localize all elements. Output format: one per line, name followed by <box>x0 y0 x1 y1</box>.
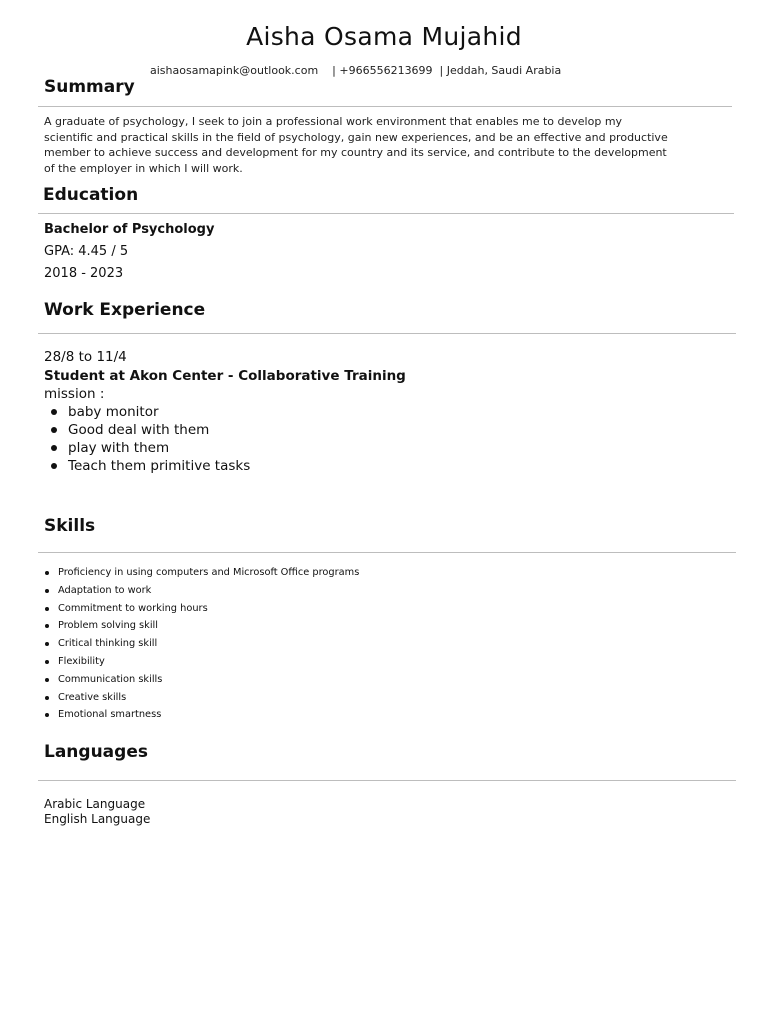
skills-divider <box>38 552 736 553</box>
list-item: Proficiency in using computers and Microsoft Office programs <box>44 564 359 582</box>
bullet-icon <box>45 660 49 664</box>
summary-line: of the employer in which I will work. <box>44 161 243 175</box>
list-item: Emotional smartness <box>44 706 359 724</box>
list-item: Critical thinking skill <box>44 635 359 653</box>
summary-text <box>44 114 704 176</box>
bullet-icon <box>45 713 49 717</box>
list-item: baby monitor <box>44 403 250 421</box>
bullet-icon <box>45 678 49 682</box>
gpa: GPA: 4.45 / 5 <box>44 244 129 259</box>
summary-divider <box>38 106 732 107</box>
list-item: Creative skills <box>44 689 359 707</box>
list-item: Problem solving skill <box>44 617 359 635</box>
work-divider <box>38 333 736 334</box>
summary-heading: Summary <box>44 77 135 97</box>
list-item: Teach them primitive tasks <box>44 457 250 475</box>
language-item: English Language <box>44 812 151 826</box>
bullet-icon <box>45 696 49 700</box>
list-item: Communication skills <box>44 671 359 689</box>
bullet-icon <box>45 571 49 575</box>
degree-title: Bachelor of Psychology <box>44 222 215 237</box>
list-item: Commitment to working hours <box>44 600 359 618</box>
work-dates: 28/8 to 11/4 <box>44 349 127 365</box>
task-list <box>44 403 250 475</box>
list-item: Good deal with them <box>44 421 250 439</box>
work-position: Student at Akon Center - Collaborative Training <box>44 368 406 384</box>
resume-name: Aisha Osama Mujahid <box>246 22 522 51</box>
education-years: 2018 - 2023 <box>44 266 124 281</box>
bullet-icon <box>45 624 49 628</box>
bullet-icon <box>51 445 57 451</box>
list-item: play with them <box>44 439 250 457</box>
work-heading: Work Experience <box>44 300 206 320</box>
language-item: Arabic Language <box>44 797 146 811</box>
languages-heading: Languages <box>44 742 148 762</box>
bullet-icon <box>51 427 57 433</box>
summary-line: A graduate of psychology, I seek to join a professional work environment that enables me to develop my <box>44 115 623 128</box>
skills-heading: Skills <box>44 516 96 536</box>
summary-line: member to achieve success and development for my country and its service, and contribute to the development <box>44 146 667 159</box>
skills-list <box>44 564 359 724</box>
education-heading: Education <box>43 185 139 205</box>
bullet-icon <box>45 589 49 593</box>
bullet-icon <box>51 463 57 469</box>
education-divider <box>38 213 734 214</box>
languages-divider <box>38 780 736 781</box>
summary-line: scientific and practical skills in the field of psychology, gain new experiences, and be an effective and productive <box>44 130 668 144</box>
list-item: Flexibility <box>44 653 359 671</box>
bullet-icon <box>45 607 49 611</box>
bullet-icon <box>51 409 57 415</box>
mission-label: mission : <box>44 386 105 402</box>
contact-info: aishaosamapink@outlook.com | +966556213699 | Jeddah, Saudi Arabia <box>150 64 562 77</box>
list-item: Adaptation to work <box>44 582 359 600</box>
bullet-icon <box>45 642 49 646</box>
